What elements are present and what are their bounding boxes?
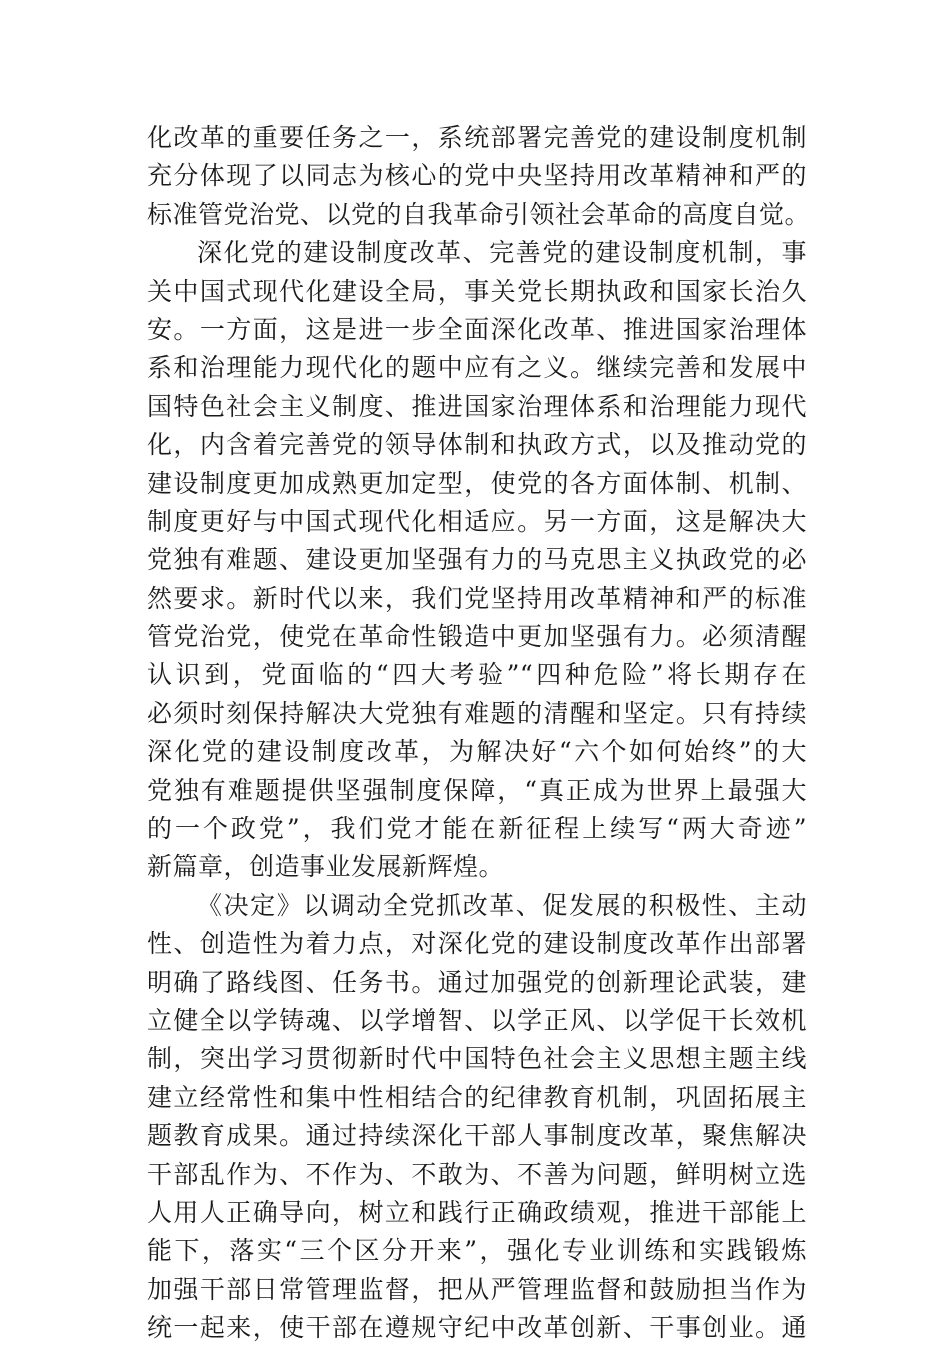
text-line: 人用人正确导向，树立和践行正确政绩观，推进干部能上 xyxy=(147,1197,807,1227)
text-line: 党独有难题、建设更加坚强有力的马克思主义执政党的必 xyxy=(147,545,807,575)
text-line: 深化党的建设制度改革、完善党的建设制度机制，事 xyxy=(197,238,807,268)
text-line: 性、创造性为着力点，对深化党的建设制度改革作出部署 xyxy=(147,929,807,959)
text-line: 认识到，党面临的“四大考验”“四种危险”将长期存在 xyxy=(147,660,807,690)
text-line: 统一起来，使干部在遵规守纪中改革创新、干事创业。通 xyxy=(147,1313,807,1343)
text-line: 制度更好与中国式现代化相适应。另一方面，这是解决大 xyxy=(147,506,807,536)
text-line: 关中国式现代化建设全局，事关党长期执政和国家长治久 xyxy=(147,276,807,306)
text-line: 题教育成果。通过持续深化干部人事制度改革，聚焦解决 xyxy=(147,1121,807,1151)
text-line: 化，内含着完善党的领导体制和执政方式，以及推动党的 xyxy=(147,430,807,460)
text-line: 建设制度更加成熟更加定型，使党的各方面体制、机制、 xyxy=(147,468,807,498)
text-line: 干部乱作为、不作为、不敢为、不善为问题，鲜明树立选 xyxy=(147,1159,807,1189)
text-line: 国特色社会主义制度、推进国家治理体系和治理能力现代 xyxy=(147,391,807,421)
text-line: 加强干部日常管理监督，把从严管理监督和鼓励担当作为 xyxy=(147,1274,807,1304)
text-line: 《决定》以调动全党抓改革、促发展的积极性、主动 xyxy=(197,890,807,920)
text-line: 深化党的建设制度改革，为解决好“六个如何始终”的大 xyxy=(147,737,807,767)
text-line: 标准管党治党、以党的自我革命引领社会革命的高度自觉。 xyxy=(147,199,811,229)
text-line: 系和治理能力现代化的题中应有之义。继续完善和发展中 xyxy=(147,353,807,383)
text-line: 化改革的重要任务之一，系统部署完善党的建设制度机制 xyxy=(147,123,807,152)
text-line: 新篇章，创造事业发展新辉煌。 xyxy=(147,852,505,882)
text-line: 然要求。新时代以来，我们党坚持用改革精神和严的标准 xyxy=(147,583,807,613)
text-line: 安。一方面，这是进一步全面深化改革、推进国家治理体 xyxy=(147,314,807,344)
text-line: 充分体现了以同志为核心的党中央坚持用改革精神和严的 xyxy=(147,161,807,191)
text-line: 管党治党，使党在革命性锻造中更加坚强有力。必须清醒 xyxy=(147,622,807,652)
text-line: 明确了路线图、任务书。通过加强党的创新理论武装，建 xyxy=(147,967,807,997)
text-line: 必须时刻保持解决大党独有难题的清醒和坚定。只有持续 xyxy=(147,698,807,728)
text-line: 立健全以学铸魂、以学增智、以学正风、以学促干长效机 xyxy=(147,1005,807,1035)
body-text xyxy=(147,119,811,1348)
text-line: 制，突出学习贯彻新时代中国特色社会主义思想主题主线 xyxy=(147,1044,807,1074)
text-line: 能下，落实“三个区分开来”，强化专业训练和实践锻炼 xyxy=(147,1236,807,1266)
text-line: 党独有难题提供坚强制度保障，“真正成为世界上最强大 xyxy=(147,775,807,805)
text-line: 建立经常性和集中性相结合的纪律教育机制，巩固拓展主 xyxy=(147,1082,807,1112)
text-line: 的一个政党”，我们党才能在新征程上续写“两大奇迹” xyxy=(147,814,807,844)
